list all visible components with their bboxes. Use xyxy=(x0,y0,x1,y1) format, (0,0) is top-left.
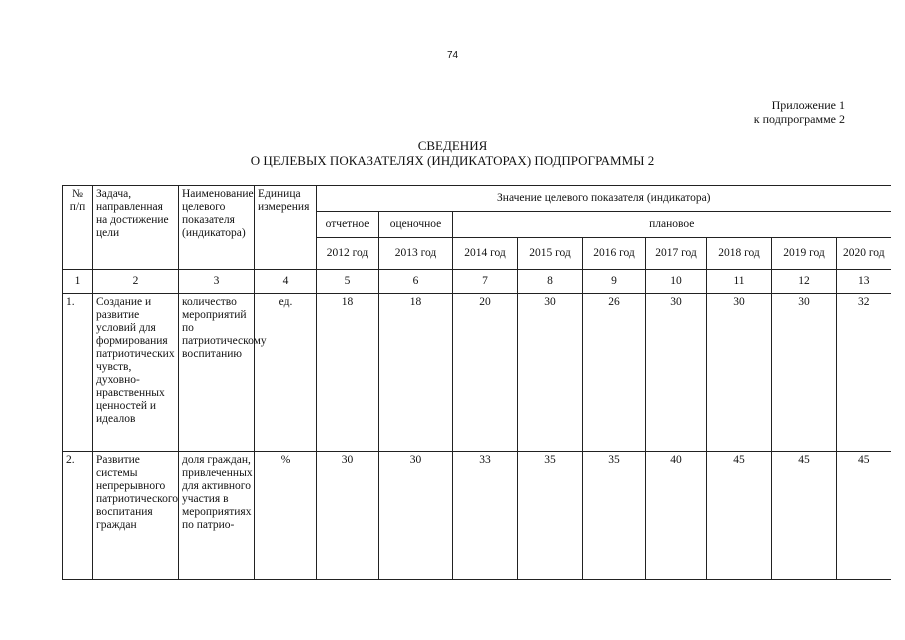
header-year: 2018 год xyxy=(707,238,772,270)
row-unit: ед. xyxy=(255,294,317,452)
header-year: 2014 год xyxy=(453,238,518,270)
row-indicator: количество мероприятий по патриотическому воспитанию xyxy=(179,294,255,452)
col-number: 1 xyxy=(63,270,93,294)
row-value: 33 xyxy=(453,452,518,580)
col-number: 3 xyxy=(179,270,255,294)
header-estimated: оценочное xyxy=(379,212,453,238)
appendix-line-1: Приложение 1 xyxy=(771,98,845,112)
row-value: 35 xyxy=(518,452,583,580)
header-value: Значение целевого показателя (индикатора) xyxy=(317,186,891,212)
column-number-row xyxy=(63,270,891,294)
header-year: 2020 год xyxy=(837,238,891,270)
row-num: 2. xyxy=(63,452,93,580)
row-value: 45 xyxy=(772,452,837,580)
header-year: 2012 год xyxy=(317,238,379,270)
row-task: Создание и развитие условий для формирования патриотических чувств, духовно-нравственных ценностей и идеалов xyxy=(93,294,179,452)
header-indicator: Наименование целевого показателя (индикатора) xyxy=(179,186,255,270)
col-number: 10 xyxy=(646,270,707,294)
row-task: Развитие системы непрерывного патриотического воспитания граждан xyxy=(93,452,179,580)
header-year: 2017 год xyxy=(646,238,707,270)
col-number: 4 xyxy=(255,270,317,294)
row-indicator: доля граждан, привлеченных для активного участия в мероприятиях по патрио- xyxy=(179,452,255,580)
row-value: 30 xyxy=(707,294,772,452)
row-value: 30 xyxy=(379,452,453,580)
row-value: 18 xyxy=(379,294,453,452)
row-value: 30 xyxy=(772,294,837,452)
title-line-1: СВЕДЕНИЯ xyxy=(417,138,488,153)
table-row xyxy=(63,294,891,452)
col-number: 13 xyxy=(837,270,891,294)
row-value: 45 xyxy=(837,452,891,580)
col-number: 11 xyxy=(707,270,772,294)
header-year: 2019 год xyxy=(772,238,837,270)
row-value: 26 xyxy=(583,294,646,452)
appendix-line-2: к подпрограмме 2 xyxy=(753,112,845,126)
indicators-table xyxy=(62,185,891,580)
row-value: 35 xyxy=(583,452,646,580)
row-value: 30 xyxy=(646,294,707,452)
col-number: 12 xyxy=(772,270,837,294)
row-value: 32 xyxy=(837,294,891,452)
row-value: 30 xyxy=(317,452,379,580)
header-year: 2013 год xyxy=(379,238,453,270)
title-line-2: О ЦЕЛЕВЫХ ПОКАЗАТЕЛЯХ (ИНДИКАТОРАХ) ПОДПРОГРАММЫ 2 xyxy=(250,153,655,168)
row-value: 30 xyxy=(518,294,583,452)
col-number: 5 xyxy=(317,270,379,294)
document-title xyxy=(230,138,675,168)
header-year: 2016 год xyxy=(583,238,646,270)
header-reported: отчетное xyxy=(317,212,379,238)
header-unit: Единица измерения xyxy=(255,186,317,270)
header-year: 2015 год xyxy=(518,238,583,270)
col-number: 7 xyxy=(453,270,518,294)
appendix-note xyxy=(754,98,845,126)
row-value: 45 xyxy=(707,452,772,580)
table-row xyxy=(63,452,891,580)
header-task: Задача, направленная на достижение цели xyxy=(93,186,179,270)
page-number: 74 xyxy=(446,50,459,61)
row-num: 1. xyxy=(63,294,93,452)
row-value: 18 xyxy=(317,294,379,452)
row-value: 20 xyxy=(453,294,518,452)
col-number: 8 xyxy=(518,270,583,294)
col-number: 6 xyxy=(379,270,453,294)
header-num: № п/п xyxy=(63,186,93,270)
row-value: 40 xyxy=(646,452,707,580)
col-number: 9 xyxy=(583,270,646,294)
row-unit: % xyxy=(255,452,317,580)
header-planned: плановое xyxy=(453,212,891,238)
col-number: 2 xyxy=(93,270,179,294)
